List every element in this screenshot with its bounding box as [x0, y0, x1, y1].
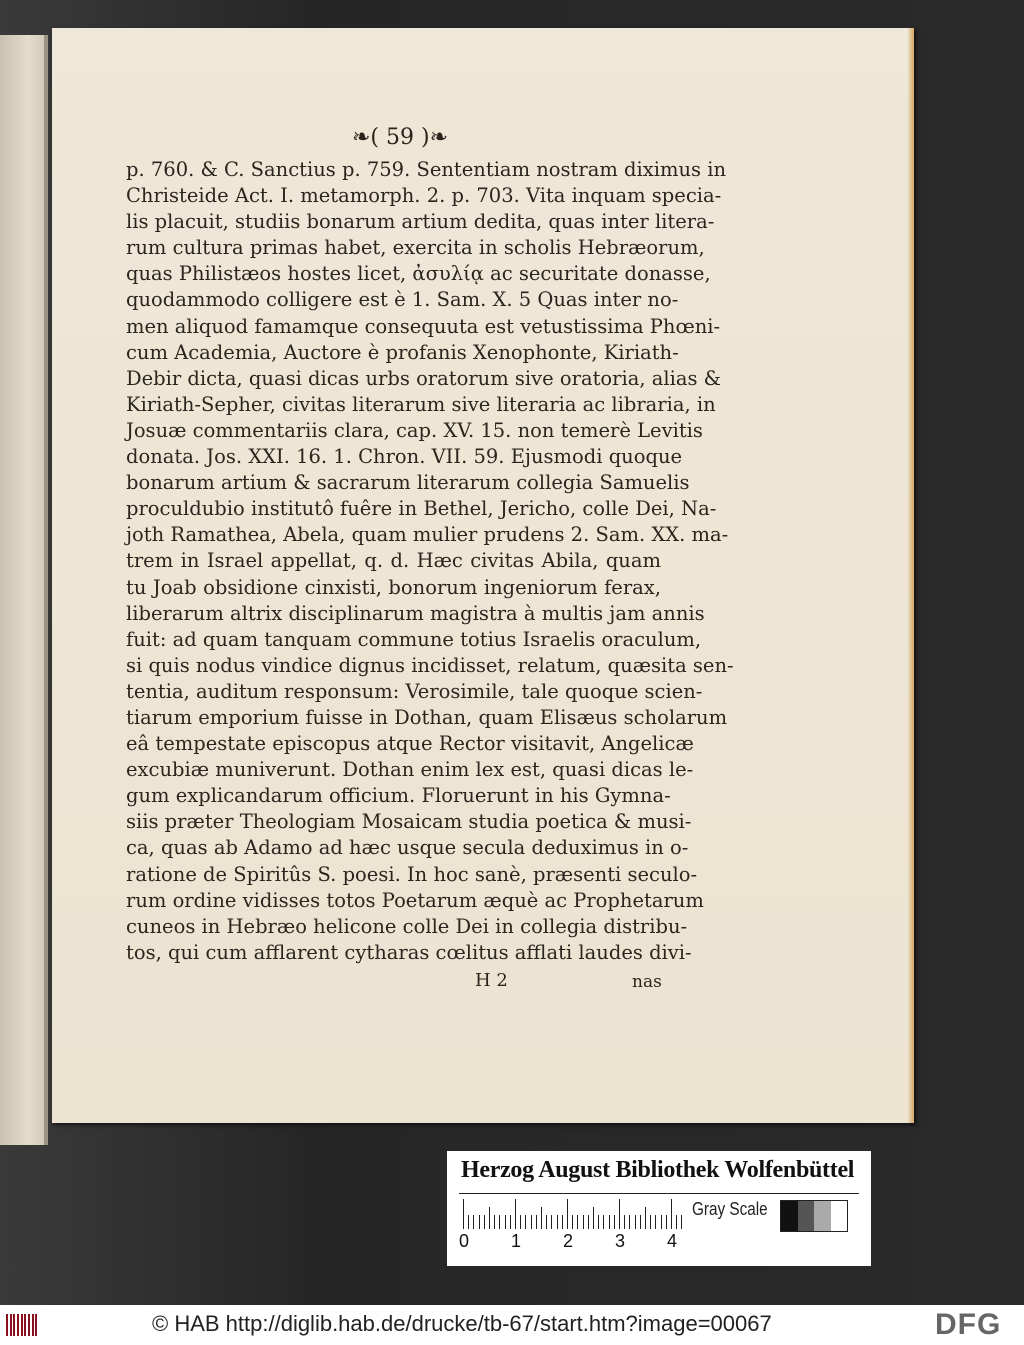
text-line: excubiæ muniverunt. Dothan enim lex est, quasi dicas le-: [126, 758, 694, 782]
ruler-tick: [671, 1199, 672, 1229]
text-line: tentia, auditum responsum: Verosimile, tale quoque scien-: [126, 679, 703, 703]
ruler-tick: [588, 1215, 589, 1229]
text-line: gum explicandarum officium. Floruerunt in his Gymna-: [126, 784, 671, 808]
gray-swatch: [814, 1201, 831, 1231]
ruler-tick: [479, 1215, 480, 1229]
ruler-number: 0: [459, 1231, 470, 1251]
gray-swatch: [831, 1201, 848, 1231]
library-name: Herzog August Bibliothek Wolfenbüttel: [461, 1157, 855, 1183]
ruler-tick: [473, 1215, 474, 1229]
catchword: nas: [632, 972, 662, 992]
scale-ruler: [463, 1199, 683, 1229]
text-line: siis præter Theologiam Mosaicam studia poetica & musi-: [126, 810, 692, 834]
ruler-tick: [494, 1215, 495, 1229]
ruler-tick: [505, 1215, 506, 1229]
ruler-tick: [468, 1215, 469, 1229]
ruler-number: 4: [667, 1231, 678, 1251]
text-line: quas Philistæos hostes licet, ἀσυλίᾳ ac securitate donasse,: [126, 262, 711, 286]
ruler-tick: [551, 1215, 552, 1229]
left-page-edge: [0, 35, 48, 1145]
ruler-tick: [609, 1215, 610, 1229]
ruler-tick: [650, 1215, 651, 1229]
text-line: men aliquod famamque consequuta est vetustissima Phœni-: [126, 314, 721, 338]
ruler-tick: [499, 1215, 500, 1229]
ruler-tick: [661, 1215, 662, 1229]
ruler-tick: [629, 1215, 630, 1229]
text-line: tu Joab obsidione cinxisti, bonorum ingeniorum ferax,: [126, 575, 661, 599]
text-line: Kiriath-Sepher, civitas literarum sive literaria ac libraria, in: [126, 392, 716, 416]
ruler-tick: [567, 1199, 568, 1229]
text-line: bonarum artium & sacrarum literarum collegia Samuelis: [126, 471, 690, 495]
ruler-tick: [546, 1215, 547, 1229]
ruler-tick: [598, 1215, 599, 1229]
barcode-icon: [6, 1314, 38, 1336]
text-line: eâ tempestate episcopus atque Rector visitavit, Angelicæ: [126, 732, 694, 756]
text-line: Christeide Act. I. metamorph. 2. p. 703. Vita inquam specia-: [126, 184, 722, 208]
text-line: tiarum emporium fuisse in Dothan, quam Elisæus scholarum: [126, 705, 728, 729]
text-line: fuit: ad quam tanquam commune totius Israelis oraculum,: [126, 627, 702, 651]
ruler-tick: [640, 1215, 641, 1229]
ruler-tick: [624, 1215, 625, 1229]
text-line: proculdubio institutô fuêre in Bethel, Jericho, colle Dei, Na-: [126, 497, 717, 521]
ruler-tick: [525, 1215, 526, 1229]
ruler-tick: [655, 1215, 656, 1229]
ruler-tick: [635, 1215, 636, 1229]
ruler-tick: [489, 1207, 490, 1229]
label-divider: [459, 1193, 859, 1194]
text-line: liberarum altrix disciplinarum magistra à multis jam annis: [126, 601, 705, 625]
text-line: Debir dicta, quasi dicas urbs oratorum sive oratoria, alias &: [126, 366, 722, 390]
text-line: quodammodo colligere est è 1. Sam. X. 5 Quas inter no-: [126, 288, 679, 312]
text-line: p. 760. & C. Sanctius p. 759. Sententiam nostram diximus in: [126, 158, 727, 181]
ruler-tick: [541, 1207, 542, 1229]
page-text: [126, 157, 734, 966]
ruler-tick: [681, 1215, 682, 1229]
text-line: rum cultura primas habet, exercita in scholis Hebræorum,: [126, 236, 705, 260]
gray-swatch: [781, 1201, 798, 1231]
ruler-tick: [572, 1215, 573, 1229]
ruler-tick: [463, 1199, 464, 1229]
ruler-numbers: [459, 1231, 699, 1255]
text-line: rum ordine vidisses totos Poetarum æquè ac Prophetarum: [126, 888, 704, 912]
ruler-tick: [484, 1215, 485, 1229]
text-line: cuneos in Hebræo helicone colle Dei in collegia distribu-: [126, 914, 688, 938]
gray-swatch: [798, 1201, 815, 1231]
ruler-tick: [593, 1207, 594, 1229]
text-line: donata. Jos. XXI. 16. 1. Chron. VII. 59. Ejusmodi quoque: [126, 445, 683, 469]
text-line: ca, quas ab Adamo ad hæc usque secula deduximus in o-: [126, 836, 689, 860]
text-line: trem in Israel appellat, q. d. Hæc civitas Abila, quam: [126, 549, 661, 573]
ruler-tick: [557, 1215, 558, 1229]
text-line: cum Academia, Auctore è profanis Xenophonte, Kiriath-: [126, 340, 679, 364]
ruler-tick: [619, 1199, 620, 1229]
text-line: joth Ramathea, Abela, quam mulier prudens 2. Sam. XX. ma-: [126, 523, 729, 547]
text-line: ratione de Spiritûs S. poesi. In hoc sanè, præsenti seculo-: [126, 862, 698, 886]
ruler-tick: [520, 1215, 521, 1229]
ruler-number: 3: [615, 1231, 626, 1251]
ruler-tick: [676, 1215, 677, 1229]
ruler-tick: [510, 1215, 511, 1229]
gray-scale-swatches: [780, 1200, 848, 1232]
text-line: si quis nodus vindice dignus incidisset, relatum, quæsita sen-: [126, 653, 734, 677]
ruler-tick: [577, 1215, 578, 1229]
running-head: ❧( 59 )❧: [351, 125, 448, 150]
ruler-tick: [645, 1207, 646, 1229]
ruler-tick: [583, 1215, 584, 1229]
ruler-number: 2: [563, 1231, 574, 1251]
ruler-tick: [562, 1215, 563, 1229]
ruler-tick: [666, 1215, 667, 1229]
ruler-number: 1: [511, 1231, 522, 1251]
ruler-tick: [603, 1215, 604, 1229]
text-line: tos, qui cum afflarent cytharas cœlitus afflati laudes divi-: [126, 940, 692, 964]
dfg-logo: DFG: [935, 1308, 1002, 1341]
ruler-tick: [515, 1199, 516, 1229]
ruler-tick: [531, 1215, 532, 1229]
ruler-tick: [614, 1215, 615, 1229]
text-line: Josuæ commentariis clara, cap. XV. 15. non temerè Levitis: [126, 418, 703, 442]
ruler-tick: [536, 1215, 537, 1229]
gray-scale-label: Gray Scale: [692, 1199, 768, 1219]
text-line: lis placuit, studiis bonarum artium dedita, quas inter litera-: [126, 210, 715, 234]
citation-link[interactable]: © HAB http://diglib.hab.de/drucke/tb-67/start.htm?image=00067: [152, 1311, 772, 1336]
footer-bar: [0, 1305, 1024, 1345]
signature-mark: H 2: [475, 970, 508, 991]
color-target-label: [447, 1151, 871, 1266]
